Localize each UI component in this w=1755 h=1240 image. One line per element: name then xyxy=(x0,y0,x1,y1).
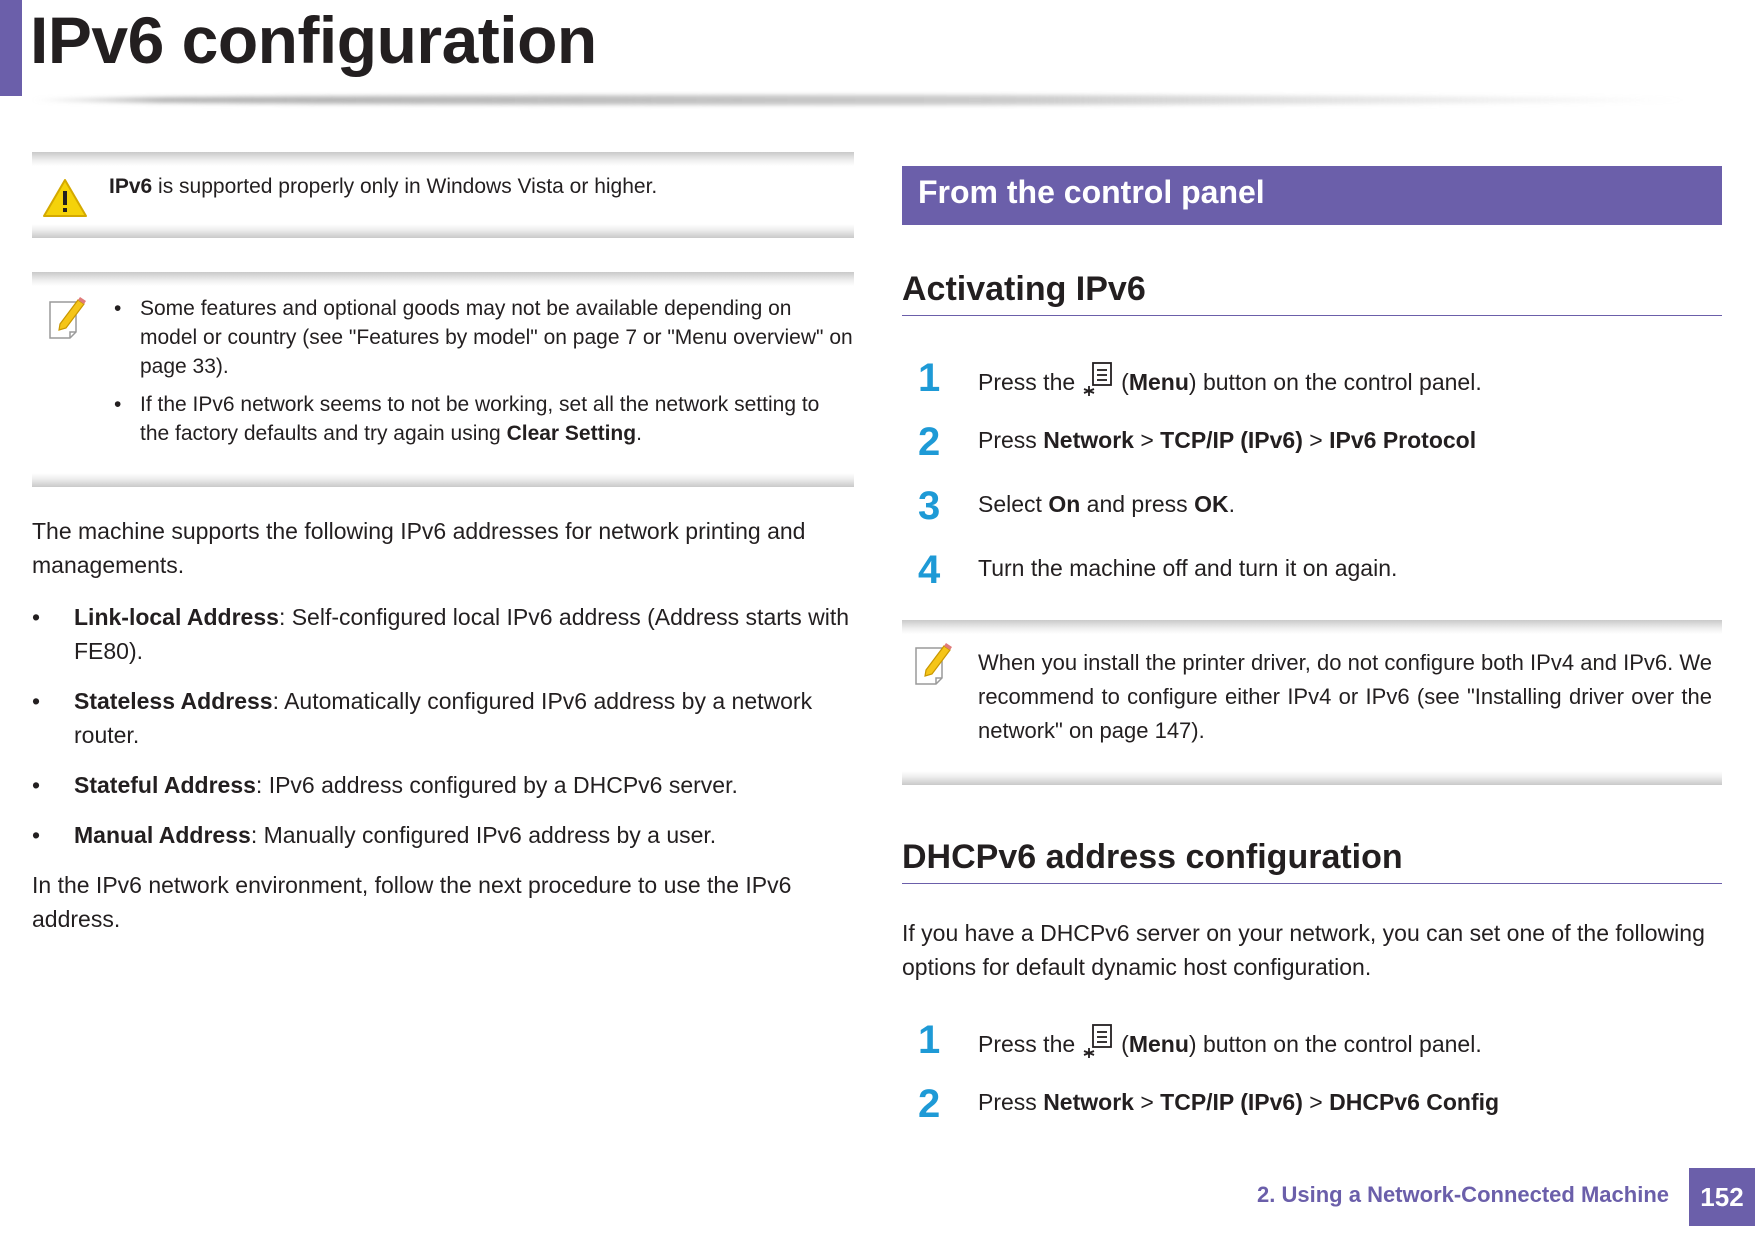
list-item: • Link-local Address: Self-configured local IPv6 address (Address starts with FE80). xyxy=(32,600,862,668)
step-number: 4 xyxy=(918,548,941,592)
note-bullet: • xyxy=(114,297,122,320)
note-pencil-icon xyxy=(912,640,954,686)
menu-button-icon xyxy=(1081,360,1115,406)
footer-chapter: 2. Using a Network-Connected Machine xyxy=(1257,1182,1669,1207)
step-item xyxy=(918,548,1708,598)
note-top-bar xyxy=(902,620,1722,634)
step-text: Select On and press OK. xyxy=(978,491,1235,517)
note-bullet: • xyxy=(114,393,122,416)
caution-box xyxy=(32,152,854,238)
activating-heading: Activating IPv6 xyxy=(902,270,1722,316)
list-item: • Stateful Address: IPv6 address configured by a DHCPv6 server. xyxy=(32,768,862,802)
bullet-dot: • xyxy=(32,822,41,848)
note-pencil-icon xyxy=(46,294,88,340)
caution-bottom-bar xyxy=(32,224,854,238)
section-header xyxy=(902,166,1722,225)
step-item xyxy=(918,356,1708,406)
page-number: 152 xyxy=(1689,1168,1755,1226)
note-item: • If the IPv6 network seems to not be working, set all the network setting to the factory defaults and try again using Clear Setting. xyxy=(114,390,854,448)
page-title: IPv6 configuration xyxy=(30,3,597,77)
step-number: 2 xyxy=(918,1082,941,1126)
caution-text: IPv6 is supported properly only in Windows Vista or higher. xyxy=(109,175,658,198)
note-list xyxy=(114,294,854,448)
note-bottom-bar xyxy=(32,473,854,487)
note-top-bar xyxy=(32,272,854,286)
step-text: Press Network > TCP/IP (IPv6) > IPv6 Protocol xyxy=(978,427,1477,453)
step-item xyxy=(918,420,1708,470)
caution-icon xyxy=(42,178,88,218)
note-box xyxy=(32,272,854,487)
step-item xyxy=(918,1018,1708,1068)
list-item: • Stateless Address: Automatically configured IPv6 address by a network router. xyxy=(32,684,862,752)
step-item xyxy=(918,1082,1708,1132)
step-text: Press the (Menu) button on the control panel. xyxy=(978,1022,1482,1068)
title-accent-bar xyxy=(0,0,22,96)
step-item xyxy=(918,484,1708,534)
list-item: • Manual Address: Manually configured IPv6 address by a user. xyxy=(32,818,862,852)
outro-paragraph: In the IPv6 network environment, follow the next procedure to use the IPv6 address. xyxy=(32,872,792,932)
bullet-dot: • xyxy=(32,604,41,630)
step-number: 3 xyxy=(918,484,941,528)
note-item: • Some features and optional goods may not be available depending on model or country (see "Features by model" on page 7 or "Menu overview" on page 33). xyxy=(114,294,854,381)
bullet-dot: • xyxy=(32,688,41,714)
intro-paragraph: The machine supports the following IPv6 addresses for network printing and managements. xyxy=(32,518,806,578)
step-number: 2 xyxy=(918,420,941,464)
caution-top-bar xyxy=(32,152,854,166)
step-number: 1 xyxy=(918,356,941,400)
note-text: When you install the printer driver, do not configure both IPv4 and IPv6. We recommend to configure either IPv4 or IPv6 (see "Installing driver over the network" on page 147). xyxy=(978,650,1712,743)
step-text: Press Network > TCP/IP (IPv6) > DHCPv6 Config xyxy=(978,1089,1500,1115)
note-bottom-bar xyxy=(902,771,1722,785)
step-number: 1 xyxy=(918,1018,941,1062)
step-text: Turn the machine off and turn it on again. xyxy=(978,555,1398,581)
dhcp-heading: DHCPv6 address configuration xyxy=(902,838,1722,884)
section-title: From the control panel xyxy=(918,174,1265,210)
bullet-dot: • xyxy=(32,772,41,798)
menu-button-icon xyxy=(1081,1022,1115,1068)
step-text: Press the (Menu) button on the control panel. xyxy=(978,360,1482,406)
title-underline xyxy=(30,95,1690,105)
dhcp-intro-paragraph: If you have a DHCPv6 server on your network, you can set one of the following options for default dynamic host configuration. xyxy=(902,920,1705,980)
address-list xyxy=(32,600,862,868)
note-box xyxy=(902,620,1722,785)
